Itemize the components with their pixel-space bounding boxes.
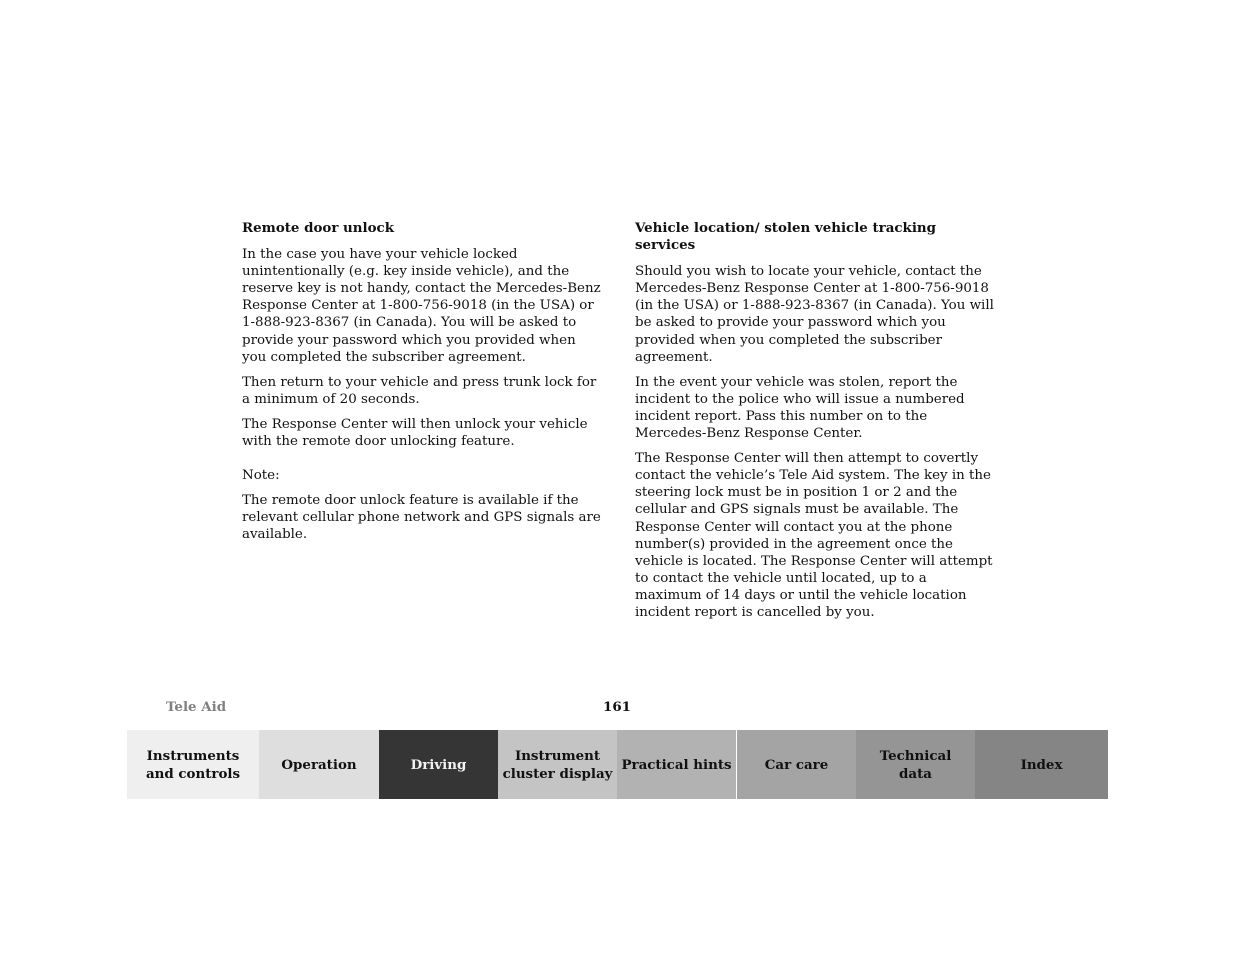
paragraph: In the event your vehicle was stolen, report the incident to the police who will issue a numbered incident report. Pass this number on to the Mercedes-Benz Response Center. [635, 374, 965, 442]
note-text: The remote door unlock feature is available if the relevant cellular phone network and GPS signals are available. [242, 493, 601, 543]
nav-tab-label: Technical data [879, 747, 952, 782]
page-number: 161 [603, 699, 631, 715]
nav-tab-label: Index [1020, 756, 1063, 773]
nav-tab-label: Driving [410, 756, 467, 773]
chapter-nav-bar [127, 730, 1108, 799]
left-column [242, 220, 604, 552]
nav-tab-instrument-cluster-display[interactable] [498, 730, 617, 799]
footer-section-title: Tele Aid [166, 699, 227, 715]
paragraph: Should you wish to locate your vehicle, contact the Mercedes-Benz Response Center at 1-800-756-9018 (in the USA) or 1-888-923-8367 (in Canada). You will be asked to provide your password which you provided when you completed the subscriber agreement. [635, 264, 994, 365]
nav-tab-practical-hints[interactable] [617, 730, 737, 799]
paragraph: The Response Center will then attempt to covertly contact the vehicle’s Tele Aid system. The key in the steering lock must be in position 1 or 2 and the cellular and GPS signals must be available. The Response Center will contact you at the phone number(s) provided in the agreement once the vehicle is located. The Response Center will attempt to contact the vehicle until located, up to a maximum of 14 days or until the vehicle location incident report is cancelled by you. [635, 451, 993, 620]
note-label: Note: [242, 468, 280, 484]
nav-tab-technical-data[interactable] [856, 730, 975, 799]
paragraph: Then return to your vehicle and press trunk lock for a minimum of 20 seconds. [242, 374, 597, 407]
nav-tab-instruments-and-controls[interactable] [127, 730, 259, 799]
nav-tab-index[interactable] [975, 730, 1108, 799]
paragraph: In the case you have your vehicle locked unintentionally (e.g. key inside vehicle), and the reserve key is not handy, contact the Mercedes-Benz Response Center at 1-800-756-9018 (in the USA) or 1-888-923-8367 (in Canada). You will be asked to provide your password which you provided when you completed the subscriber agreement. [242, 247, 601, 365]
nav-tab-car-care[interactable] [737, 730, 856, 799]
nav-tab-operation[interactable] [259, 730, 379, 799]
nav-tab-label: Operation [281, 756, 357, 773]
right-column [635, 220, 995, 629]
section-heading-vehicle-location: Vehicle location/ stolen vehicle tracking services [635, 220, 937, 254]
paragraph: The Response Center will then unlock your vehicle with the remote door unlocking feature. [242, 416, 588, 450]
nav-tab-label: Instruments and controls [145, 747, 241, 782]
nav-tab-driving[interactable] [379, 730, 498, 799]
nav-tab-label: Instrument cluster display [502, 747, 613, 782]
section-heading-remote-door-unlock: Remote door unlock [242, 220, 394, 236]
nav-tab-label: Car care [764, 756, 829, 773]
nav-tab-label: Practical hints [621, 756, 732, 773]
